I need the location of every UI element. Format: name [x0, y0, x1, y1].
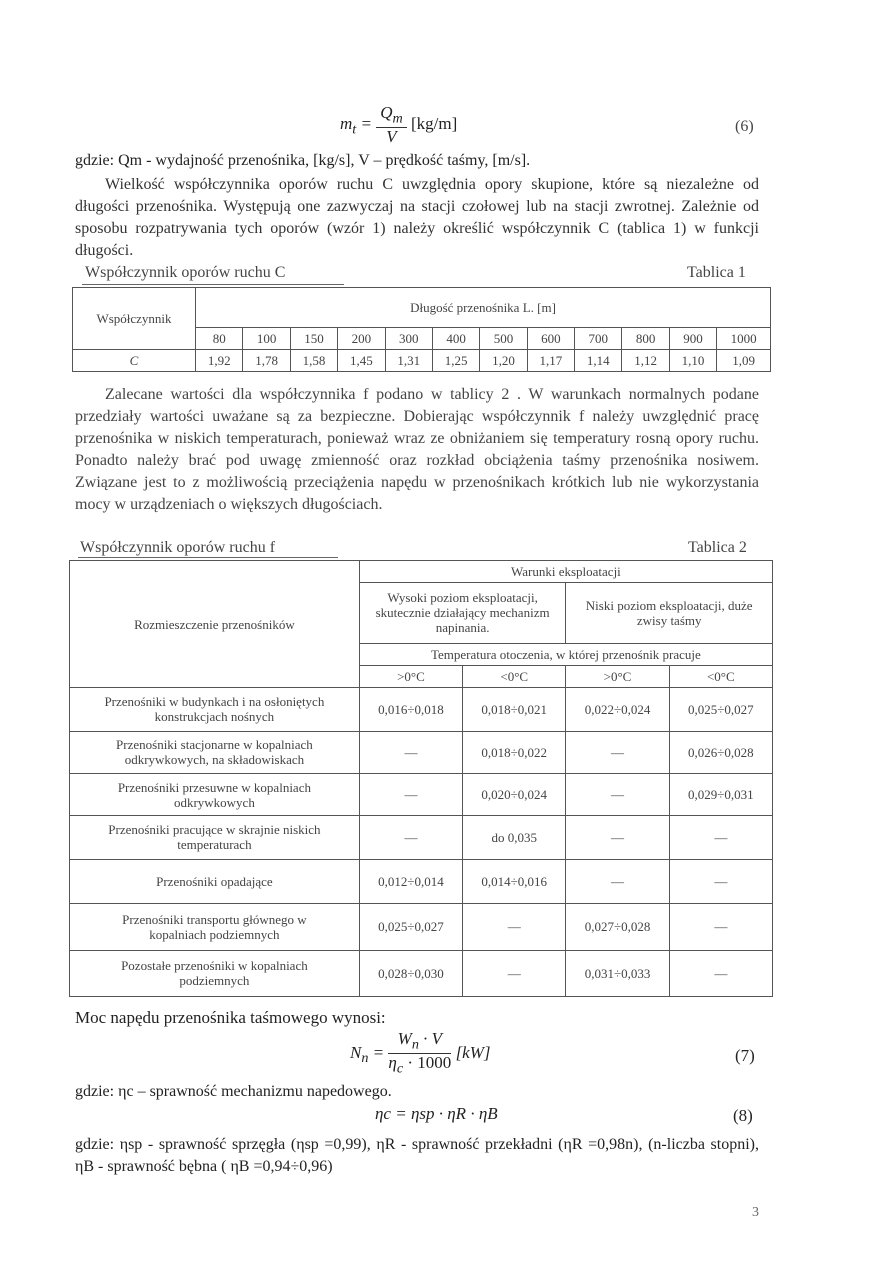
table-2-cell: 0,025÷0,027 — [669, 688, 772, 731]
table-2-header-location: Rozmieszczenie przenośników — [70, 561, 360, 688]
formula-7-den: η — [388, 1053, 397, 1073]
table-2-cell: 0,031÷0,033 — [566, 950, 669, 996]
formula-6-den: V — [386, 127, 397, 147]
formula-7-num: W — [397, 1029, 412, 1048]
table-1-length-cell: 100 — [243, 328, 290, 350]
table-1-caption-underline — [82, 284, 344, 285]
formula-7-den-sub: c — [396, 1060, 404, 1077]
table-2-header-temperature: Temperatura otoczenia, w której przenośnik pracuje — [359, 643, 772, 665]
paragraph-f-text: Zalecane wartości dla współczynnika f podano w tablicy 2 . W warunkach normalnych podane przedziały wartości uważane są za bezpieczne. Dobierając współczynnik f należy uwzględnić pracę przenośnika w niskich temperaturach, ponieważ wraz ze obniżaniem się temperatury rosną opory ruchu. Ponadto należy brać pod uwagę zmienność oraz rozkład obciążenia taśmy przenośnika nosiwem. Związane jest to z możliwością przeciążenia napędu w przenośnikach krótkich lub nie wykorzystania mocy w urządzeniach o większych długościach. — [75, 386, 759, 513]
table-2-cell: — — [566, 773, 669, 815]
table-2-cell: — — [359, 731, 462, 773]
table-1-label: Tablica 1 — [687, 264, 746, 281]
table-2-cell: — — [566, 816, 669, 859]
table-2-temp-cell: >0°C — [566, 665, 669, 687]
formula-8-legend: gdzie: ηsp - sprawność sprzęgła (ηsp =0,99), ηR - sprawność przekładni (ηR =0,98n), (n-liczba stopni), ηB - sprawność bębna ( ηB =0,94÷0,96) — [75, 1136, 759, 1175]
formula-6-eq: = — [360, 114, 372, 134]
formula-7-num-sub: n — [411, 1036, 419, 1053]
formula-7-number: (7) — [735, 1046, 755, 1065]
table-1-length-cell: 150 — [290, 328, 337, 350]
table-2-cell: — — [463, 904, 566, 950]
formula-7 — [350, 1030, 491, 1078]
table-1-length-cell: 700 — [575, 328, 622, 350]
formula-6-unit: [kg/m] — [410, 114, 458, 134]
table-2-cell: 0,022÷0,024 — [566, 688, 669, 731]
table-1-value-cell: 1,92 — [196, 350, 243, 372]
table-2-cell: 0,020÷0,024 — [463, 773, 566, 815]
table-2-row — [70, 816, 773, 859]
table-2-cell: 0,018÷0,021 — [463, 688, 566, 731]
formula-6 — [340, 104, 457, 146]
table-2-cell: — — [669, 816, 772, 859]
formula-6-num-sub: m — [392, 110, 403, 127]
table-1-value-cell: 1,31 — [385, 350, 432, 372]
formula-7-fraction — [388, 1030, 451, 1078]
table-1-value-cell: 1,09 — [717, 350, 771, 372]
table-2-cell: 0,025÷0,027 — [359, 904, 462, 950]
paragraph-f-coefficient — [75, 384, 759, 516]
table-1-header-length: Długość przenośnika L. [m] — [196, 288, 771, 328]
formula-6-number: (6) — [735, 118, 754, 135]
table-2-cell: — — [669, 904, 772, 950]
table-2-caption: Współczynnik oporów ruchu f — [80, 539, 276, 556]
table-2-row-label: Przenośniki transportu głównego w kopalniach podziemnych — [70, 904, 360, 950]
formula-6-lhs: m — [340, 114, 353, 134]
table-2-label: Tablica 2 — [688, 539, 747, 556]
formula-7-eq: = — [372, 1042, 385, 1062]
table-2-cell: do 0,035 — [463, 816, 566, 859]
table-1-value-cell: 1,45 — [338, 350, 385, 372]
table-2-row — [70, 688, 773, 731]
table-1-value-cell: 1,25 — [432, 350, 479, 372]
table-1-value-cell: 1,17 — [527, 350, 574, 372]
table-1-length-cell: 300 — [385, 328, 432, 350]
table-2-cell: 0,012÷0,014 — [359, 859, 462, 903]
table-1-length-cell: 1000 — [717, 328, 771, 350]
table-2-row-label: Przenośniki pracujące w skrajnie niskich temperaturach — [70, 816, 360, 859]
table-2-temp-cell: <0°C — [463, 665, 566, 687]
table-2-cell: — — [669, 950, 772, 996]
table-2-cell: — — [359, 773, 462, 815]
table-2-row — [70, 859, 773, 903]
table-1-header-coef: Współczynnik — [73, 288, 196, 350]
table-2-header-conditions: Warunki eksploatacji — [359, 561, 772, 583]
formula-7-num-rest: · V — [418, 1029, 443, 1048]
formula-6-lhs-sub: t — [352, 121, 357, 138]
table-2-temp-cell: <0°C — [669, 665, 772, 687]
formula-8: ηc = ηsp · ηR · ηB — [375, 1104, 498, 1123]
table-2-cell: — — [669, 859, 772, 903]
table-1-length-cell: 400 — [432, 328, 479, 350]
table-1-value-cell: 1,10 — [669, 350, 716, 372]
table-2-cell: 0,028÷0,030 — [359, 950, 462, 996]
paragraph-c-text: Wielkość współczynnika oporów ruchu C uwzględnia opory skupione, które są niezależne od długości przenośnika. Występują one zazwyczaj na stacji czołowej lub na stacji zwrotnej. Zależnie od sposobu rozpatrywania tych oporów (wzór 1) należy określić współczynnik C (tablica 1) w funkcji długości. — [75, 176, 759, 259]
table-1-value-cell: 1,20 — [480, 350, 527, 372]
table-1-value-cell: 1,58 — [290, 350, 337, 372]
formula-8-number: (8) — [733, 1106, 753, 1125]
table-1-value-cell: 1,14 — [575, 350, 622, 372]
table-1 — [72, 287, 771, 372]
moc-intro: Moc napędu przenośnika taśmowego wynosi: — [75, 1008, 386, 1027]
table-2-header-low: Niski poziom eksploatacji, duże zwisy taśmy — [566, 583, 773, 644]
table-2-cell: — — [463, 950, 566, 996]
table-2-cell: 0,014÷0,016 — [463, 859, 566, 903]
page-number: 3 — [752, 1205, 759, 1220]
formula-7-den-rest: · 1000 — [403, 1053, 452, 1073]
table-1-length-cell: 900 — [669, 328, 716, 350]
table-2-row — [70, 731, 773, 773]
formula-6-num: Q — [380, 103, 393, 122]
table-1-value-cell: 1,78 — [243, 350, 290, 372]
formula-6-fraction — [376, 104, 407, 146]
formula-7-lhs-sub: n — [361, 1050, 369, 1067]
table-2-row-label: Przenośniki opadające — [70, 859, 360, 903]
table-1-row-label: C — [73, 350, 196, 372]
table-2-cell: 0,026÷0,028 — [669, 731, 772, 773]
table-2-header-high: Wysoki poziom eksploatacji, skutecznie działający mechanizm napinania. — [359, 583, 566, 644]
table-1-length-cell: 200 — [338, 328, 385, 350]
table-1-length-cell: 600 — [527, 328, 574, 350]
formula-7-lhs: N — [350, 1042, 362, 1062]
table-1-length-cell: 80 — [196, 328, 243, 350]
table-2-row — [70, 773, 773, 815]
table-2-row-label: Przenośniki stacjonarne w kopalniach odkrywkowych, na składowiskach — [70, 731, 360, 773]
table-2-cell: 0,029÷0,031 — [669, 773, 772, 815]
table-2-row-label: Przenośniki przesuwne w kopalniach odkrywkowych — [70, 773, 360, 815]
table-1-length-cell: 800 — [622, 328, 669, 350]
table-2-cell: — — [566, 731, 669, 773]
table-2-row — [70, 904, 773, 950]
paragraph-c-coefficient — [75, 174, 759, 262]
table-1-caption: Współczynnik oporów ruchu C — [85, 264, 286, 281]
table-2-temp-cell: >0°C — [359, 665, 462, 687]
table-2-cell: 0,018÷0,022 — [463, 731, 566, 773]
table-2-cell: 0,027÷0,028 — [566, 904, 669, 950]
table-2-caption-underline — [78, 557, 338, 558]
formula-7-unit: [kW] — [455, 1042, 491, 1062]
table-1-value-cell: 1,12 — [622, 350, 669, 372]
table-2-cell: — — [359, 816, 462, 859]
table-2-row-label: Przenośniki w budynkach i na osłoniętych konstrukcjach nośnych — [70, 688, 360, 731]
table-2 — [69, 560, 773, 997]
table-1-length-cell: 500 — [480, 328, 527, 350]
table-2-row — [70, 950, 773, 996]
table-2-cell: — — [566, 859, 669, 903]
formula-6-legend: gdzie: Qm - wydajność przenośnika, [kg/s], V – prędkość taśmy, [m/s]. — [75, 152, 531, 169]
formula-7-legend: gdzie: ηc – sprawność mechanizmu napedowego. — [75, 1083, 392, 1100]
table-2-cell: 0,016÷0,018 — [359, 688, 462, 731]
table-2-row-label: Pozostałe przenośniki w kopalniach podziemnych — [70, 950, 360, 996]
